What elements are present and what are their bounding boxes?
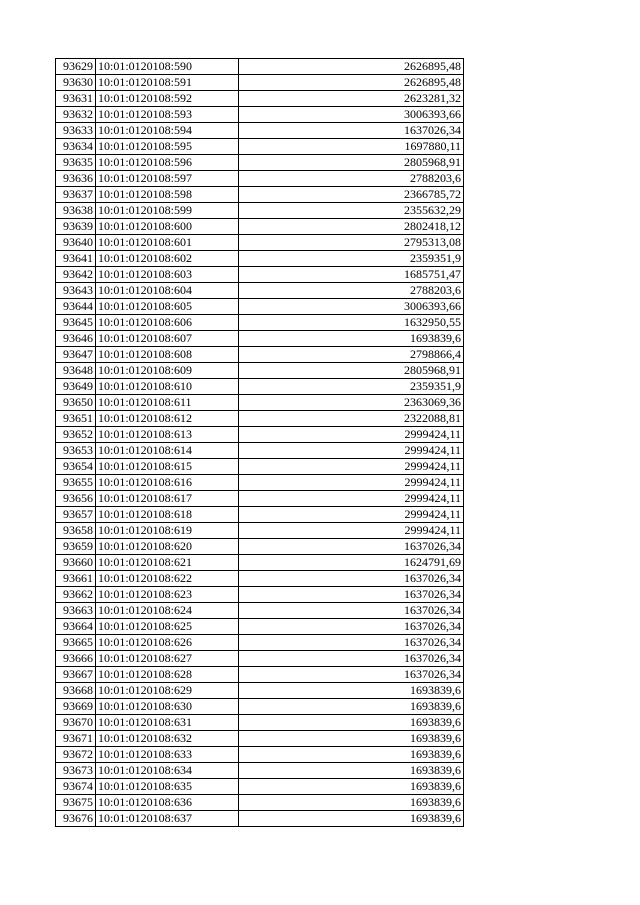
cadastral-number-cell: 10:01:0120108:594	[96, 123, 239, 139]
cadastral-number-cell: 10:01:0120108:637	[96, 811, 239, 827]
cadastral-value-cell: 1693839,6	[239, 795, 464, 811]
cadastral-number-cell: 10:01:0120108:620	[96, 539, 239, 555]
table-row	[56, 427, 464, 443]
row-number-cell: 93642	[56, 267, 96, 283]
table-row	[56, 395, 464, 411]
cadastral-value-cell: 2623281,32	[239, 91, 464, 107]
cadastral-value-cell: 1637026,34	[239, 587, 464, 603]
row-number-cell: 93657	[56, 507, 96, 523]
cadastral-number-cell: 10:01:0120108:625	[96, 619, 239, 635]
row-number-cell: 93666	[56, 651, 96, 667]
cadastral-value-cell: 1693839,6	[239, 683, 464, 699]
row-number-cell: 93654	[56, 459, 96, 475]
row-number-cell: 93661	[56, 571, 96, 587]
cadastral-value-cell: 2802418,12	[239, 219, 464, 235]
table-row	[56, 571, 464, 587]
row-number-cell: 93667	[56, 667, 96, 683]
row-number-cell: 93640	[56, 235, 96, 251]
cadastral-value-cell: 2626895,48	[239, 75, 464, 91]
table-row	[56, 331, 464, 347]
row-number-cell: 93673	[56, 763, 96, 779]
cadastral-value-cell: 2999424,11	[239, 507, 464, 523]
cadastral-value-cell: 1693839,6	[239, 811, 464, 827]
cadastral-value-cell: 3006393,66	[239, 107, 464, 123]
row-number-cell: 93650	[56, 395, 96, 411]
row-number-cell: 93647	[56, 347, 96, 363]
cadastral-number-cell: 10:01:0120108:603	[96, 267, 239, 283]
cadastral-number-cell: 10:01:0120108:612	[96, 411, 239, 427]
row-number-cell: 93662	[56, 587, 96, 603]
cadastral-number-cell: 10:01:0120108:590	[96, 59, 239, 75]
table-row	[56, 91, 464, 107]
cadastral-number-cell: 10:01:0120108:622	[96, 571, 239, 587]
table-body	[56, 59, 464, 827]
row-number-cell: 93631	[56, 91, 96, 107]
table-row	[56, 219, 464, 235]
row-number-cell: 93641	[56, 251, 96, 267]
table-row	[56, 459, 464, 475]
table-row	[56, 347, 464, 363]
cadastral-value-cell: 1637026,34	[239, 539, 464, 555]
cadastral-number-cell: 10:01:0120108:631	[96, 715, 239, 731]
cadastral-value-cell: 1637026,34	[239, 651, 464, 667]
table-row	[56, 123, 464, 139]
table-row	[56, 619, 464, 635]
cadastral-number-cell: 10:01:0120108:606	[96, 315, 239, 331]
cadastral-number-cell: 10:01:0120108:634	[96, 763, 239, 779]
cadastral-number-cell: 10:01:0120108:627	[96, 651, 239, 667]
row-number-cell: 93672	[56, 747, 96, 763]
cadastral-number-cell: 10:01:0120108:608	[96, 347, 239, 363]
cadastral-value-cell: 2359351,9	[239, 379, 464, 395]
cadastral-number-cell: 10:01:0120108:619	[96, 523, 239, 539]
row-number-cell: 93651	[56, 411, 96, 427]
cadastral-value-cell: 1693839,6	[239, 747, 464, 763]
cadastral-value-cell: 2999424,11	[239, 491, 464, 507]
cadastral-value-cell: 2359351,9	[239, 251, 464, 267]
cadastral-number-cell: 10:01:0120108:632	[96, 731, 239, 747]
cadastral-value-cell: 2999424,11	[239, 443, 464, 459]
cadastral-value-cell: 1693839,6	[239, 715, 464, 731]
cadastral-value-cell: 2322088,81	[239, 411, 464, 427]
table-row	[56, 795, 464, 811]
cadastral-value-cell: 2366785,72	[239, 187, 464, 203]
cadastral-value-cell: 1637026,34	[239, 123, 464, 139]
cadastral-number-cell: 10:01:0120108:591	[96, 75, 239, 91]
row-number-cell: 93660	[56, 555, 96, 571]
row-number-cell: 93676	[56, 811, 96, 827]
table-row	[56, 635, 464, 651]
cadastral-number-cell: 10:01:0120108:605	[96, 299, 239, 315]
row-number-cell: 93652	[56, 427, 96, 443]
table-row	[56, 251, 464, 267]
cadastral-number-cell: 10:01:0120108:633	[96, 747, 239, 763]
cadastral-value-cell: 1693839,6	[239, 763, 464, 779]
table-row	[56, 363, 464, 379]
row-number-cell: 93659	[56, 539, 96, 555]
cadastral-value-cell: 2363069,36	[239, 395, 464, 411]
table-row	[56, 475, 464, 491]
cadastral-value-cell: 1693839,6	[239, 731, 464, 747]
cadastral-number-cell: 10:01:0120108:595	[96, 139, 239, 155]
table-row	[56, 731, 464, 747]
table-row	[56, 539, 464, 555]
cadastral-value-cell: 1697880,11	[239, 139, 464, 155]
cadastral-value-table	[55, 58, 464, 827]
row-number-cell: 93646	[56, 331, 96, 347]
cadastral-value-cell: 2788203,6	[239, 283, 464, 299]
cadastral-number-cell: 10:01:0120108:624	[96, 603, 239, 619]
row-number-cell: 93635	[56, 155, 96, 171]
cadastral-number-cell: 10:01:0120108:610	[96, 379, 239, 395]
cadastral-number-cell: 10:01:0120108:629	[96, 683, 239, 699]
cadastral-value-cell: 1637026,34	[239, 619, 464, 635]
cadastral-value-cell: 2355632,29	[239, 203, 464, 219]
table-row	[56, 667, 464, 683]
cadastral-value-cell: 2999424,11	[239, 523, 464, 539]
table-row	[56, 699, 464, 715]
cadastral-value-cell: 2626895,48	[239, 59, 464, 75]
table-row	[56, 267, 464, 283]
table-row	[56, 59, 464, 75]
cadastral-value-cell: 2795313,08	[239, 235, 464, 251]
table-row	[56, 523, 464, 539]
row-number-cell: 93669	[56, 699, 96, 715]
cadastral-number-cell: 10:01:0120108:617	[96, 491, 239, 507]
row-number-cell: 93670	[56, 715, 96, 731]
row-number-cell: 93658	[56, 523, 96, 539]
cadastral-number-cell: 10:01:0120108:623	[96, 587, 239, 603]
cadastral-number-cell: 10:01:0120108:600	[96, 219, 239, 235]
cadastral-value-cell: 2999424,11	[239, 475, 464, 491]
table-row	[56, 555, 464, 571]
cadastral-value-cell: 2805968,91	[239, 363, 464, 379]
row-number-cell: 93674	[56, 779, 96, 795]
row-number-cell: 93671	[56, 731, 96, 747]
table-row	[56, 587, 464, 603]
row-number-cell: 93648	[56, 363, 96, 379]
table-row	[56, 651, 464, 667]
row-number-cell: 93644	[56, 299, 96, 315]
row-number-cell: 93633	[56, 123, 96, 139]
cadastral-value-cell: 1693839,6	[239, 699, 464, 715]
cadastral-number-cell: 10:01:0120108:630	[96, 699, 239, 715]
cadastral-value-cell: 2798866,4	[239, 347, 464, 363]
cadastral-value-cell: 1624791,69	[239, 555, 464, 571]
table-row	[56, 763, 464, 779]
row-number-cell: 93653	[56, 443, 96, 459]
table-row	[56, 283, 464, 299]
cadastral-number-cell: 10:01:0120108:609	[96, 363, 239, 379]
cadastral-number-cell: 10:01:0120108:621	[96, 555, 239, 571]
cadastral-value-cell: 1637026,34	[239, 571, 464, 587]
row-number-cell: 93629	[56, 59, 96, 75]
table-row	[56, 507, 464, 523]
table-row	[56, 491, 464, 507]
cadastral-number-cell: 10:01:0120108:616	[96, 475, 239, 491]
cadastral-number-cell: 10:01:0120108:636	[96, 795, 239, 811]
row-number-cell: 93643	[56, 283, 96, 299]
row-number-cell: 93630	[56, 75, 96, 91]
cadastral-value-cell: 3006393,66	[239, 299, 464, 315]
row-number-cell: 93664	[56, 619, 96, 635]
cadastral-number-cell: 10:01:0120108:596	[96, 155, 239, 171]
cadastral-number-cell: 10:01:0120108:611	[96, 395, 239, 411]
table-row	[56, 171, 464, 187]
cadastral-value-cell: 1632950,55	[239, 315, 464, 331]
cadastral-number-cell: 10:01:0120108:607	[96, 331, 239, 347]
cadastral-value-cell: 1693839,6	[239, 779, 464, 795]
table-row	[56, 683, 464, 699]
cadastral-value-cell: 1637026,34	[239, 635, 464, 651]
cadastral-number-cell: 10:01:0120108:599	[96, 203, 239, 219]
cadastral-number-cell: 10:01:0120108:626	[96, 635, 239, 651]
cadastral-number-cell: 10:01:0120108:598	[96, 187, 239, 203]
row-number-cell: 93645	[56, 315, 96, 331]
row-number-cell: 93634	[56, 139, 96, 155]
cadastral-number-cell: 10:01:0120108:613	[96, 427, 239, 443]
row-number-cell: 93639	[56, 219, 96, 235]
cadastral-value-cell: 1693839,6	[239, 331, 464, 347]
cadastral-number-cell: 10:01:0120108:614	[96, 443, 239, 459]
row-number-cell: 93638	[56, 203, 96, 219]
row-number-cell: 93636	[56, 171, 96, 187]
row-number-cell: 93675	[56, 795, 96, 811]
table-row	[56, 187, 464, 203]
row-number-cell: 93649	[56, 379, 96, 395]
cadastral-number-cell: 10:01:0120108:597	[96, 171, 239, 187]
table-row	[56, 747, 464, 763]
cadastral-value-cell: 2999424,11	[239, 459, 464, 475]
table-row	[56, 75, 464, 91]
table-row	[56, 811, 464, 827]
cadastral-number-cell: 10:01:0120108:592	[96, 91, 239, 107]
cadastral-value-cell: 1637026,34	[239, 667, 464, 683]
row-number-cell: 93665	[56, 635, 96, 651]
row-number-cell: 93663	[56, 603, 96, 619]
table-row	[56, 299, 464, 315]
row-number-cell: 93655	[56, 475, 96, 491]
row-number-cell: 93656	[56, 491, 96, 507]
cadastral-number-cell: 10:01:0120108:602	[96, 251, 239, 267]
table-row	[56, 203, 464, 219]
cadastral-number-cell: 10:01:0120108:635	[96, 779, 239, 795]
table-row	[56, 411, 464, 427]
row-number-cell: 93632	[56, 107, 96, 123]
cadastral-value-cell: 2788203,6	[239, 171, 464, 187]
table-row	[56, 779, 464, 795]
table-row	[56, 139, 464, 155]
row-number-cell: 93637	[56, 187, 96, 203]
cadastral-number-cell: 10:01:0120108:615	[96, 459, 239, 475]
cadastral-number-cell: 10:01:0120108:604	[96, 283, 239, 299]
cadastral-number-cell: 10:01:0120108:593	[96, 107, 239, 123]
cadastral-value-cell: 2805968,91	[239, 155, 464, 171]
cadastral-value-cell: 1637026,34	[239, 603, 464, 619]
cadastral-value-cell: 1685751,47	[239, 267, 464, 283]
table-row	[56, 155, 464, 171]
table-row	[56, 443, 464, 459]
row-number-cell: 93668	[56, 683, 96, 699]
table-row	[56, 107, 464, 123]
cadastral-number-cell: 10:01:0120108:618	[96, 507, 239, 523]
table-row	[56, 379, 464, 395]
table-row	[56, 235, 464, 251]
table-row	[56, 715, 464, 731]
cadastral-number-cell: 10:01:0120108:628	[96, 667, 239, 683]
cadastral-value-cell: 2999424,11	[239, 427, 464, 443]
table-row	[56, 315, 464, 331]
table-row	[56, 603, 464, 619]
cadastral-number-cell: 10:01:0120108:601	[96, 235, 239, 251]
